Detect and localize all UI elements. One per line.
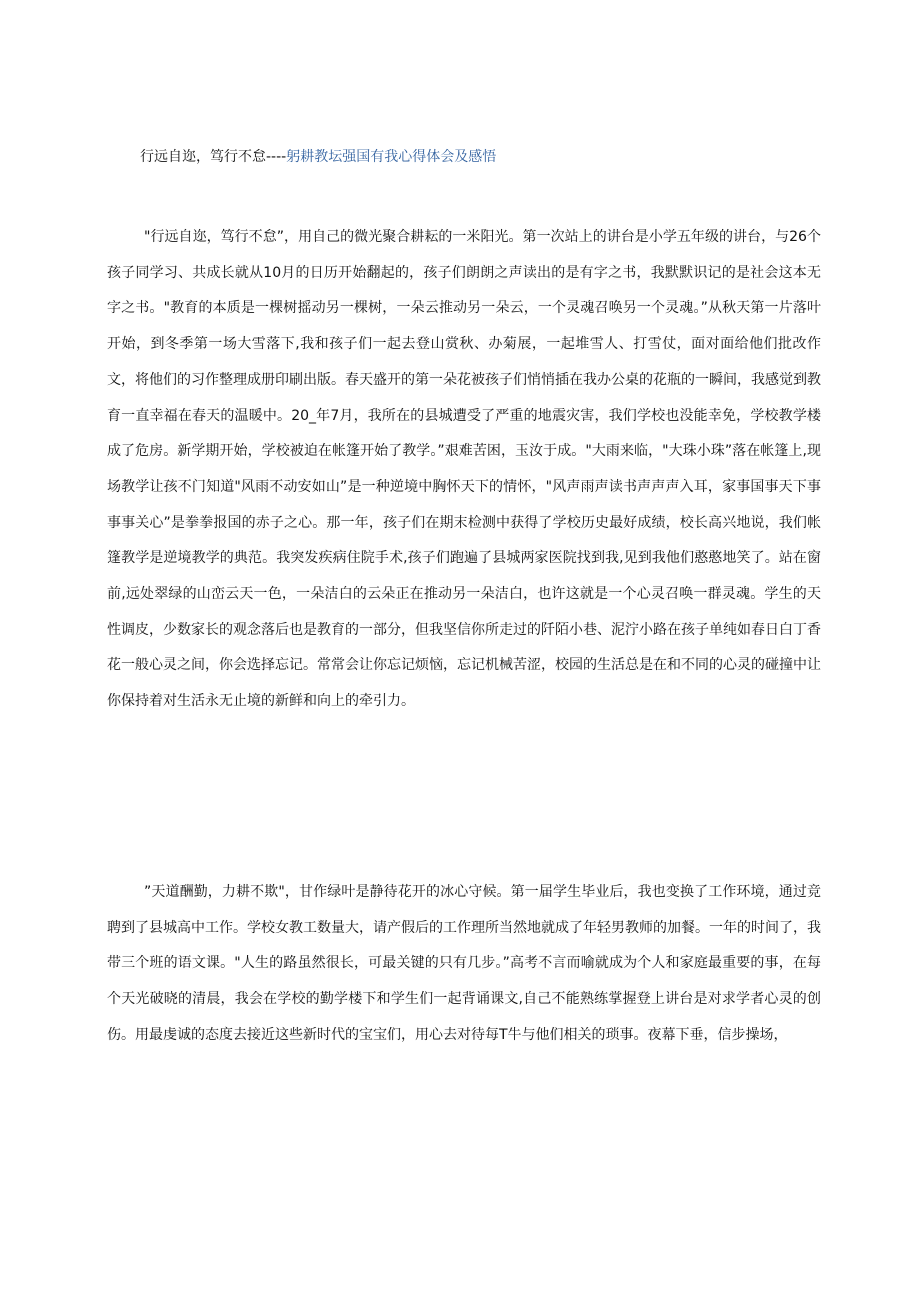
paragraph-1: "行远自迩，笃行不怠”，用自己的微光聚合耕耘的一米阳光。第一次站上的讲台是小学五年级的讲台，与26个孩子同学习、共成长就从10月的日历开始翻起的，孩子们朗朗之声读出的是有字之书，我默默识记的是社会这本无字之书。"教育的本质是一棵树摇动另一棵树，一朵云推动另一朵云，一个灵魂召唤另一个灵魂。”从秋天第一片落叶开始，到冬季第一场大雪落下,我和孩子们一起去登山赏秋、办菊展，一起堆雪人、打雪仗，面对面给他们批改作文，将他们的习作整理成册印刷出版。春天盛开的第一朵花被孩子们悄悄插在我办公桌的花瓶的一瞬间，我感觉到教育一直幸福在春天的温暖中。20_年7月，我所在的县城遭受了严重的地震灾害，我们学校也没能幸免，学校教学楼成了危房。新学期开始，学校被迫在帐篷开始了教学。”艰难苦困，玉汝于成。"大雨来临，"大珠小珠”落在帐篷上,现场教学让孩不门知道"风雨不动安如山”是一种逆境中胸怀天下的情怀，"风声雨声读书声声声入耳，家事国事天下事事事关心”是拳拳报国的赤子之心。那一年，孩子们在期末检测中获得了学校历史最好成绩，校长高兴地说，我们帐篷教学是逆境教学的典范。我突发疾病住院手术,孩子们跑遍了县城两家医院找到我,见到我他们憨憨地笑了。站在窗前,远处翠绿的山峦云天一色，一朵洁白的云朵正在推动另一朵洁白，也许这就是一个心灵召唤一群灵魂。学生的天性调皮，少数家长的观念落后也是教育的一部分，但我坚信你所走过的阡陌小巷、泥泞小路在孩子单纯如春日白丁香花一般心灵之间，你会选择忘记。常常会让你忘记烦恼，忘记机械苦涩，校园的生活总是在和不同的心灵的碰撞中让你保持着对生活永无止境的新鲜和向上的牵引力。 [107,229,821,710]
document-title [140,146,496,168]
title-link[interactable]: 躬耕教坛强国有我心得体会及感悟 [286,149,497,165]
title-main: 行远自迩，笃行不怠 [140,149,266,165]
title-separator: ---- [266,149,287,165]
paragraph-2: ”天道酬勤，力耕不欺"，甘作绿叶是静待花开的冰心守候。第一届学生毕业后，我也变换了工作环境，通过竞聘到了县城高中工作。学校女教工数量大，请产假后的工作理所当然地就成了年轻男教师的加餐。一年的时间了，我带三个班的语文课。"人生的路虽然很长，可最关键的只有几步。”高考不言而喻就成为个人和家庭最重要的事，在每个天光破晓的清晨，我会在学校的勤学楼下和学生们一起背诵课文,自己不能熟练掌握登上讲台是对求学者心灵的创伤。用最虔诚的态度去接近这些新时代的宝宝们，用心去对待每T牛与他们相关的琐事。夜幕下垂，信步操场， [107,884,821,1043]
